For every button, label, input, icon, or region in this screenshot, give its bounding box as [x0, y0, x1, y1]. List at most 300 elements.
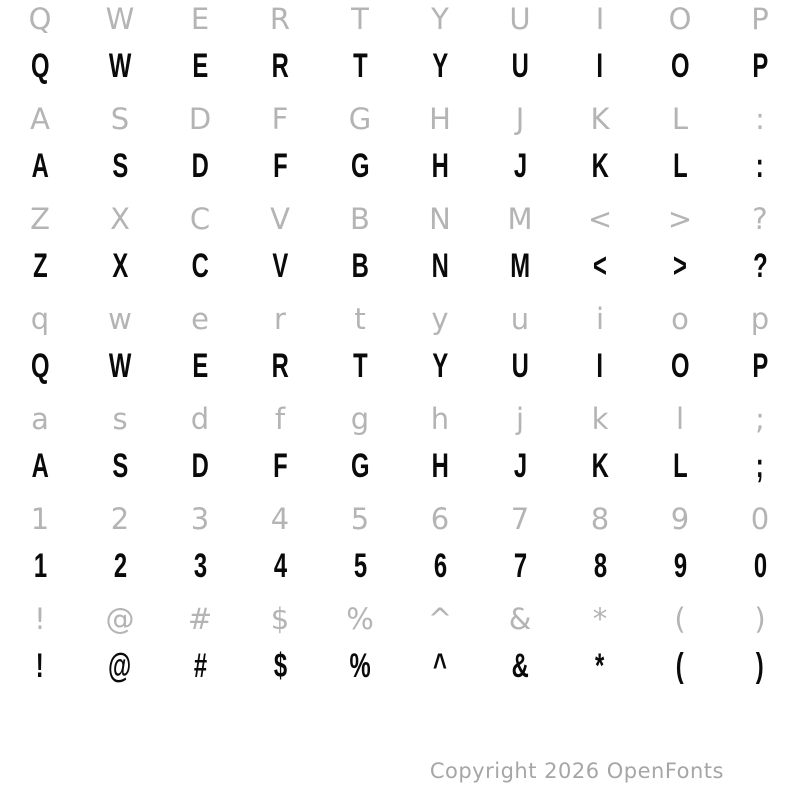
char-glyph: 4 [270, 501, 290, 536]
specimen-char [240, 549, 320, 583]
char-glyph: ( [676, 647, 684, 685]
char-glyph: i [595, 301, 605, 336]
reference-char [560, 201, 640, 236]
char-glyph: 4 [273, 547, 287, 585]
reference-char [320, 201, 400, 236]
specimen-char [80, 349, 160, 383]
specimen-char [320, 449, 400, 483]
char-glyph: Q [28, 1, 52, 36]
char-glyph: J [513, 147, 527, 185]
char-glyph: E [190, 1, 210, 36]
reference-char [720, 201, 800, 236]
char-glyph: Z [30, 201, 50, 236]
char-glyph: & [511, 647, 529, 685]
char-glyph: H [429, 101, 451, 136]
reference-char [240, 201, 320, 236]
specimen-line [0, 138, 800, 194]
reference-char [0, 401, 80, 436]
char-glyph: I [595, 1, 605, 36]
char-glyph: Y [432, 47, 448, 85]
char-glyph: 7 [510, 501, 530, 536]
specimen-char [240, 349, 320, 383]
specimen-char [160, 549, 240, 583]
char-glyph: Y [431, 1, 449, 36]
reference-line [0, 600, 800, 638]
specimen-char [720, 549, 800, 583]
char-glyph: $ [270, 601, 290, 636]
char-glyph: B [350, 201, 370, 236]
specimen-char [0, 49, 80, 83]
char-glyph: h [430, 401, 450, 436]
char-glyph: d [190, 401, 210, 436]
char-glyph: M [507, 201, 533, 236]
reference-char [80, 501, 160, 536]
specimen-char [320, 249, 400, 283]
specimen-char [160, 449, 240, 483]
char-glyph: N [431, 247, 449, 285]
reference-char [720, 601, 800, 636]
char-glyph: U [511, 347, 529, 385]
char-glyph: A [31, 447, 49, 485]
char-glyph: D [191, 447, 209, 485]
char-glyph: > [673, 247, 687, 285]
specimen-char [240, 149, 320, 183]
char-glyph: 8 [593, 547, 607, 585]
reference-char [720, 101, 800, 136]
specimen-char [80, 249, 160, 283]
specimen-char [640, 549, 720, 583]
reference-char [240, 301, 320, 336]
reference-char [160, 101, 240, 136]
reference-char [560, 101, 640, 136]
char-glyph: U [509, 1, 531, 36]
char-glyph: K [590, 101, 610, 136]
reference-char [560, 601, 640, 636]
specimen-char [160, 349, 240, 383]
reference-char [320, 301, 400, 336]
specimen-char [720, 149, 800, 183]
specimen-char [720, 49, 800, 83]
specimen-char [80, 49, 160, 83]
specimen-char [400, 349, 480, 383]
reference-char [320, 101, 400, 136]
specimen-char [240, 49, 320, 83]
reference-char [160, 501, 240, 536]
char-glyph: y [431, 301, 449, 336]
char-glyph: M [510, 247, 530, 285]
char-glyph: W [105, 1, 135, 36]
specimen-char [80, 449, 160, 483]
reference-line [0, 500, 800, 538]
specimen-char [0, 349, 80, 383]
char-glyph: l [675, 401, 685, 436]
char-glyph: S [112, 147, 128, 185]
char-glyph: ! [36, 647, 44, 685]
char-glyph: w [108, 301, 132, 336]
reference-char [0, 201, 80, 236]
char-glyph: L [671, 101, 689, 136]
specimen-char [240, 249, 320, 283]
reference-char [640, 301, 720, 336]
char-glyph: I [596, 347, 604, 385]
specimen-char [720, 649, 800, 683]
reference-char [80, 1, 160, 36]
specimen-char [480, 149, 560, 183]
reference-char [160, 401, 240, 436]
char-glyph: 0 [753, 547, 767, 585]
reference-char [160, 201, 240, 236]
char-glyph: J [513, 447, 527, 485]
specimen-char [320, 49, 400, 83]
char-glyph: ( [674, 601, 686, 636]
reference-line [0, 0, 800, 38]
char-glyph: O [670, 47, 690, 85]
char-glyph: U [511, 47, 529, 85]
reference-char [640, 201, 720, 236]
char-glyph: G [348, 101, 372, 136]
specimen-line [0, 438, 800, 494]
char-glyph: # [187, 601, 213, 636]
copyright-footer: Copyright 2026 OpenFonts [429, 759, 724, 783]
char-glyph: > [667, 201, 693, 236]
char-glyph: P [751, 1, 769, 36]
char-glyph: ) [754, 601, 766, 636]
specimen-char [560, 349, 640, 383]
reference-char [400, 601, 480, 636]
char-glyph: L [672, 447, 688, 485]
char-glyph: : [755, 101, 765, 136]
specimen-char [480, 249, 560, 283]
reference-char [400, 501, 480, 536]
reference-char [320, 401, 400, 436]
specimen-char [480, 649, 560, 683]
specimen-char [160, 249, 240, 283]
char-glyph: % [349, 647, 371, 685]
char-glyph: E [192, 347, 208, 385]
char-glyph: ! [34, 601, 46, 636]
char-glyph: K [591, 147, 609, 185]
reference-char [640, 101, 720, 136]
char-glyph: R [271, 47, 289, 85]
char-glyph: * [595, 647, 605, 685]
specimen-char [320, 649, 400, 683]
char-glyph: 5 [350, 501, 370, 536]
char-glyph: F [272, 147, 288, 185]
specimen-char [0, 649, 80, 683]
char-glyph: u [510, 301, 530, 336]
specimen-char [320, 349, 400, 383]
specimen-char [160, 49, 240, 83]
specimen-pair-lowercase-home-row [0, 400, 800, 500]
specimen-char [400, 49, 480, 83]
specimen-char [720, 249, 800, 283]
char-glyph: V [272, 247, 288, 285]
char-glyph: 7 [513, 547, 527, 585]
char-glyph: k [591, 401, 609, 436]
char-glyph: T [352, 347, 368, 385]
specimen-line [0, 538, 800, 594]
specimen-line [0, 38, 800, 94]
char-glyph: T [352, 47, 368, 85]
char-glyph: j [515, 401, 525, 436]
char-glyph: p [750, 301, 770, 336]
char-glyph: 6 [433, 547, 447, 585]
specimen-char [480, 449, 560, 483]
char-glyph: H [431, 147, 449, 185]
char-glyph: D [191, 147, 209, 185]
reference-char [400, 301, 480, 336]
reference-char [160, 1, 240, 36]
reference-char [80, 101, 160, 136]
specimen-pair-uppercase-bottom-row [0, 200, 800, 300]
char-glyph: < [593, 247, 607, 285]
reference-char [400, 401, 480, 436]
char-glyph: 8 [590, 501, 610, 536]
reference-char [480, 401, 560, 436]
reference-char [720, 401, 800, 436]
char-glyph: Z [32, 247, 48, 285]
specimen-char [720, 349, 800, 383]
reference-char [480, 1, 560, 36]
specimen-char [0, 249, 80, 283]
char-glyph: @ [108, 647, 132, 685]
reference-char [0, 101, 80, 136]
char-glyph: $ [273, 647, 287, 685]
char-glyph: P [752, 47, 768, 85]
char-glyph: ; [755, 401, 765, 436]
char-glyph: < [587, 201, 613, 236]
specimen-char [640, 249, 720, 283]
char-glyph: D [188, 101, 212, 136]
specimen-pair-lowercase-top-row [0, 300, 800, 400]
char-glyph: X [110, 201, 130, 236]
reference-char [400, 101, 480, 136]
char-glyph: 6 [430, 501, 450, 536]
reference-char [240, 401, 320, 436]
reference-char [320, 1, 400, 36]
reference-char [0, 1, 80, 36]
reference-char [0, 301, 80, 336]
reference-char [400, 201, 480, 236]
specimen-char [80, 649, 160, 683]
reference-char [240, 601, 320, 636]
specimen-char [400, 249, 480, 283]
char-glyph: N [429, 201, 451, 236]
char-glyph: * [592, 601, 608, 636]
char-glyph: q [30, 301, 50, 336]
reference-char [400, 1, 480, 36]
reference-char [720, 1, 800, 36]
specimen-char [560, 49, 640, 83]
reference-char [320, 601, 400, 636]
reference-char [560, 301, 640, 336]
specimen-char [480, 49, 560, 83]
reference-line [0, 100, 800, 138]
reference-char [480, 601, 560, 636]
specimen-char [400, 549, 480, 583]
char-glyph: 3 [190, 501, 210, 536]
char-glyph: O [670, 347, 690, 385]
char-glyph: F [272, 447, 288, 485]
char-glyph: A [31, 147, 49, 185]
char-glyph: C [191, 247, 209, 285]
specimen-char [560, 249, 640, 283]
char-glyph: L [672, 147, 688, 185]
reference-char [240, 101, 320, 136]
specimen-pair-uppercase-top-row [0, 0, 800, 100]
reference-char [240, 501, 320, 536]
char-glyph: I [596, 47, 604, 85]
specimen-line [0, 338, 800, 394]
char-glyph: X [112, 247, 128, 285]
char-glyph: A [30, 101, 50, 136]
reference-char [720, 301, 800, 336]
specimen-char [320, 549, 400, 583]
reference-char [560, 401, 640, 436]
specimen-char [400, 649, 480, 683]
char-glyph: ? [752, 201, 768, 236]
char-glyph: 0 [750, 501, 770, 536]
char-glyph: R [271, 347, 289, 385]
reference-line [0, 300, 800, 338]
char-glyph: % [346, 601, 374, 636]
char-glyph: s [112, 401, 128, 436]
specimen-char [80, 549, 160, 583]
reference-char [720, 501, 800, 536]
specimen-char [240, 449, 320, 483]
specimen-char [240, 649, 320, 683]
reference-char [80, 401, 160, 436]
reference-line [0, 200, 800, 238]
char-glyph: S [112, 447, 128, 485]
specimen-char [80, 149, 160, 183]
reference-char [320, 501, 400, 536]
specimen-line [0, 638, 800, 694]
reference-char [640, 501, 720, 536]
specimen-char [0, 549, 80, 583]
char-glyph: ^ [427, 601, 453, 636]
char-glyph: 3 [193, 547, 207, 585]
specimen-char [480, 349, 560, 383]
specimen-char [640, 349, 720, 383]
char-glyph: H [431, 447, 449, 485]
char-glyph: t [354, 301, 366, 336]
char-glyph: f [274, 401, 286, 436]
char-glyph: 2 [110, 501, 130, 536]
specimen-char [560, 549, 640, 583]
reference-char [640, 401, 720, 436]
reference-char [560, 1, 640, 36]
specimen-char [640, 49, 720, 83]
specimen-char [560, 649, 640, 683]
specimen-char [560, 449, 640, 483]
char-glyph: ^ [433, 647, 447, 685]
reference-char [0, 601, 80, 636]
char-glyph: 1 [33, 547, 47, 585]
specimen-char [0, 449, 80, 483]
specimen-char [640, 449, 720, 483]
char-glyph: a [31, 401, 49, 436]
char-glyph: R [269, 1, 291, 36]
char-glyph: T [351, 1, 369, 36]
char-glyph: : [756, 147, 764, 185]
char-glyph: G [350, 147, 370, 185]
specimen-char [320, 149, 400, 183]
reference-char [480, 201, 560, 236]
char-glyph: o [671, 301, 689, 336]
char-glyph: B [351, 247, 369, 285]
reference-line [0, 400, 800, 438]
char-glyph: W [108, 47, 132, 85]
specimen-char [160, 149, 240, 183]
specimen-pair-uppercase-home-row [0, 100, 800, 200]
reference-char [80, 301, 160, 336]
char-glyph: 5 [353, 547, 367, 585]
char-glyph: ; [756, 447, 764, 485]
char-glyph: P [752, 347, 768, 385]
specimen-pair-symbols-row [0, 600, 800, 700]
char-glyph: Q [30, 347, 50, 385]
char-glyph: Q [30, 47, 50, 85]
reference-char [80, 201, 160, 236]
reference-char [160, 301, 240, 336]
reference-char [480, 301, 560, 336]
char-glyph: g [350, 401, 370, 436]
specimen-char [0, 149, 80, 183]
reference-char [640, 601, 720, 636]
reference-char [560, 501, 640, 536]
specimen-char [640, 649, 720, 683]
char-glyph: e [191, 301, 209, 336]
char-glyph: ) [756, 647, 764, 685]
char-glyph: E [192, 47, 208, 85]
reference-char [640, 1, 720, 36]
char-glyph: 2 [113, 547, 127, 585]
reference-char [480, 101, 560, 136]
char-glyph: # [193, 647, 207, 685]
specimen-char [400, 149, 480, 183]
specimen-line [0, 238, 800, 294]
char-glyph: ? [752, 247, 768, 285]
char-glyph: V [270, 201, 290, 236]
char-glyph: O [668, 1, 692, 36]
specimen-char [160, 649, 240, 683]
reference-char [80, 601, 160, 636]
char-glyph: K [591, 447, 609, 485]
specimen-char [480, 549, 560, 583]
reference-char [240, 1, 320, 36]
char-glyph: 9 [673, 547, 687, 585]
reference-char [0, 501, 80, 536]
char-glyph: F [271, 101, 289, 136]
char-glyph: C [189, 201, 211, 236]
char-glyph: S [110, 101, 130, 136]
reference-char [480, 501, 560, 536]
char-glyph: r [274, 301, 286, 336]
char-glyph: 1 [30, 501, 50, 536]
char-glyph: G [350, 447, 370, 485]
specimen-pair-digits-row [0, 500, 800, 600]
char-glyph: W [108, 347, 132, 385]
specimen-char [560, 149, 640, 183]
char-glyph: & [508, 601, 532, 636]
specimen-char [400, 449, 480, 483]
char-glyph: 9 [670, 501, 690, 536]
specimen-char [720, 449, 800, 483]
char-glyph: Y [432, 347, 448, 385]
reference-char [160, 601, 240, 636]
specimen-char [640, 149, 720, 183]
